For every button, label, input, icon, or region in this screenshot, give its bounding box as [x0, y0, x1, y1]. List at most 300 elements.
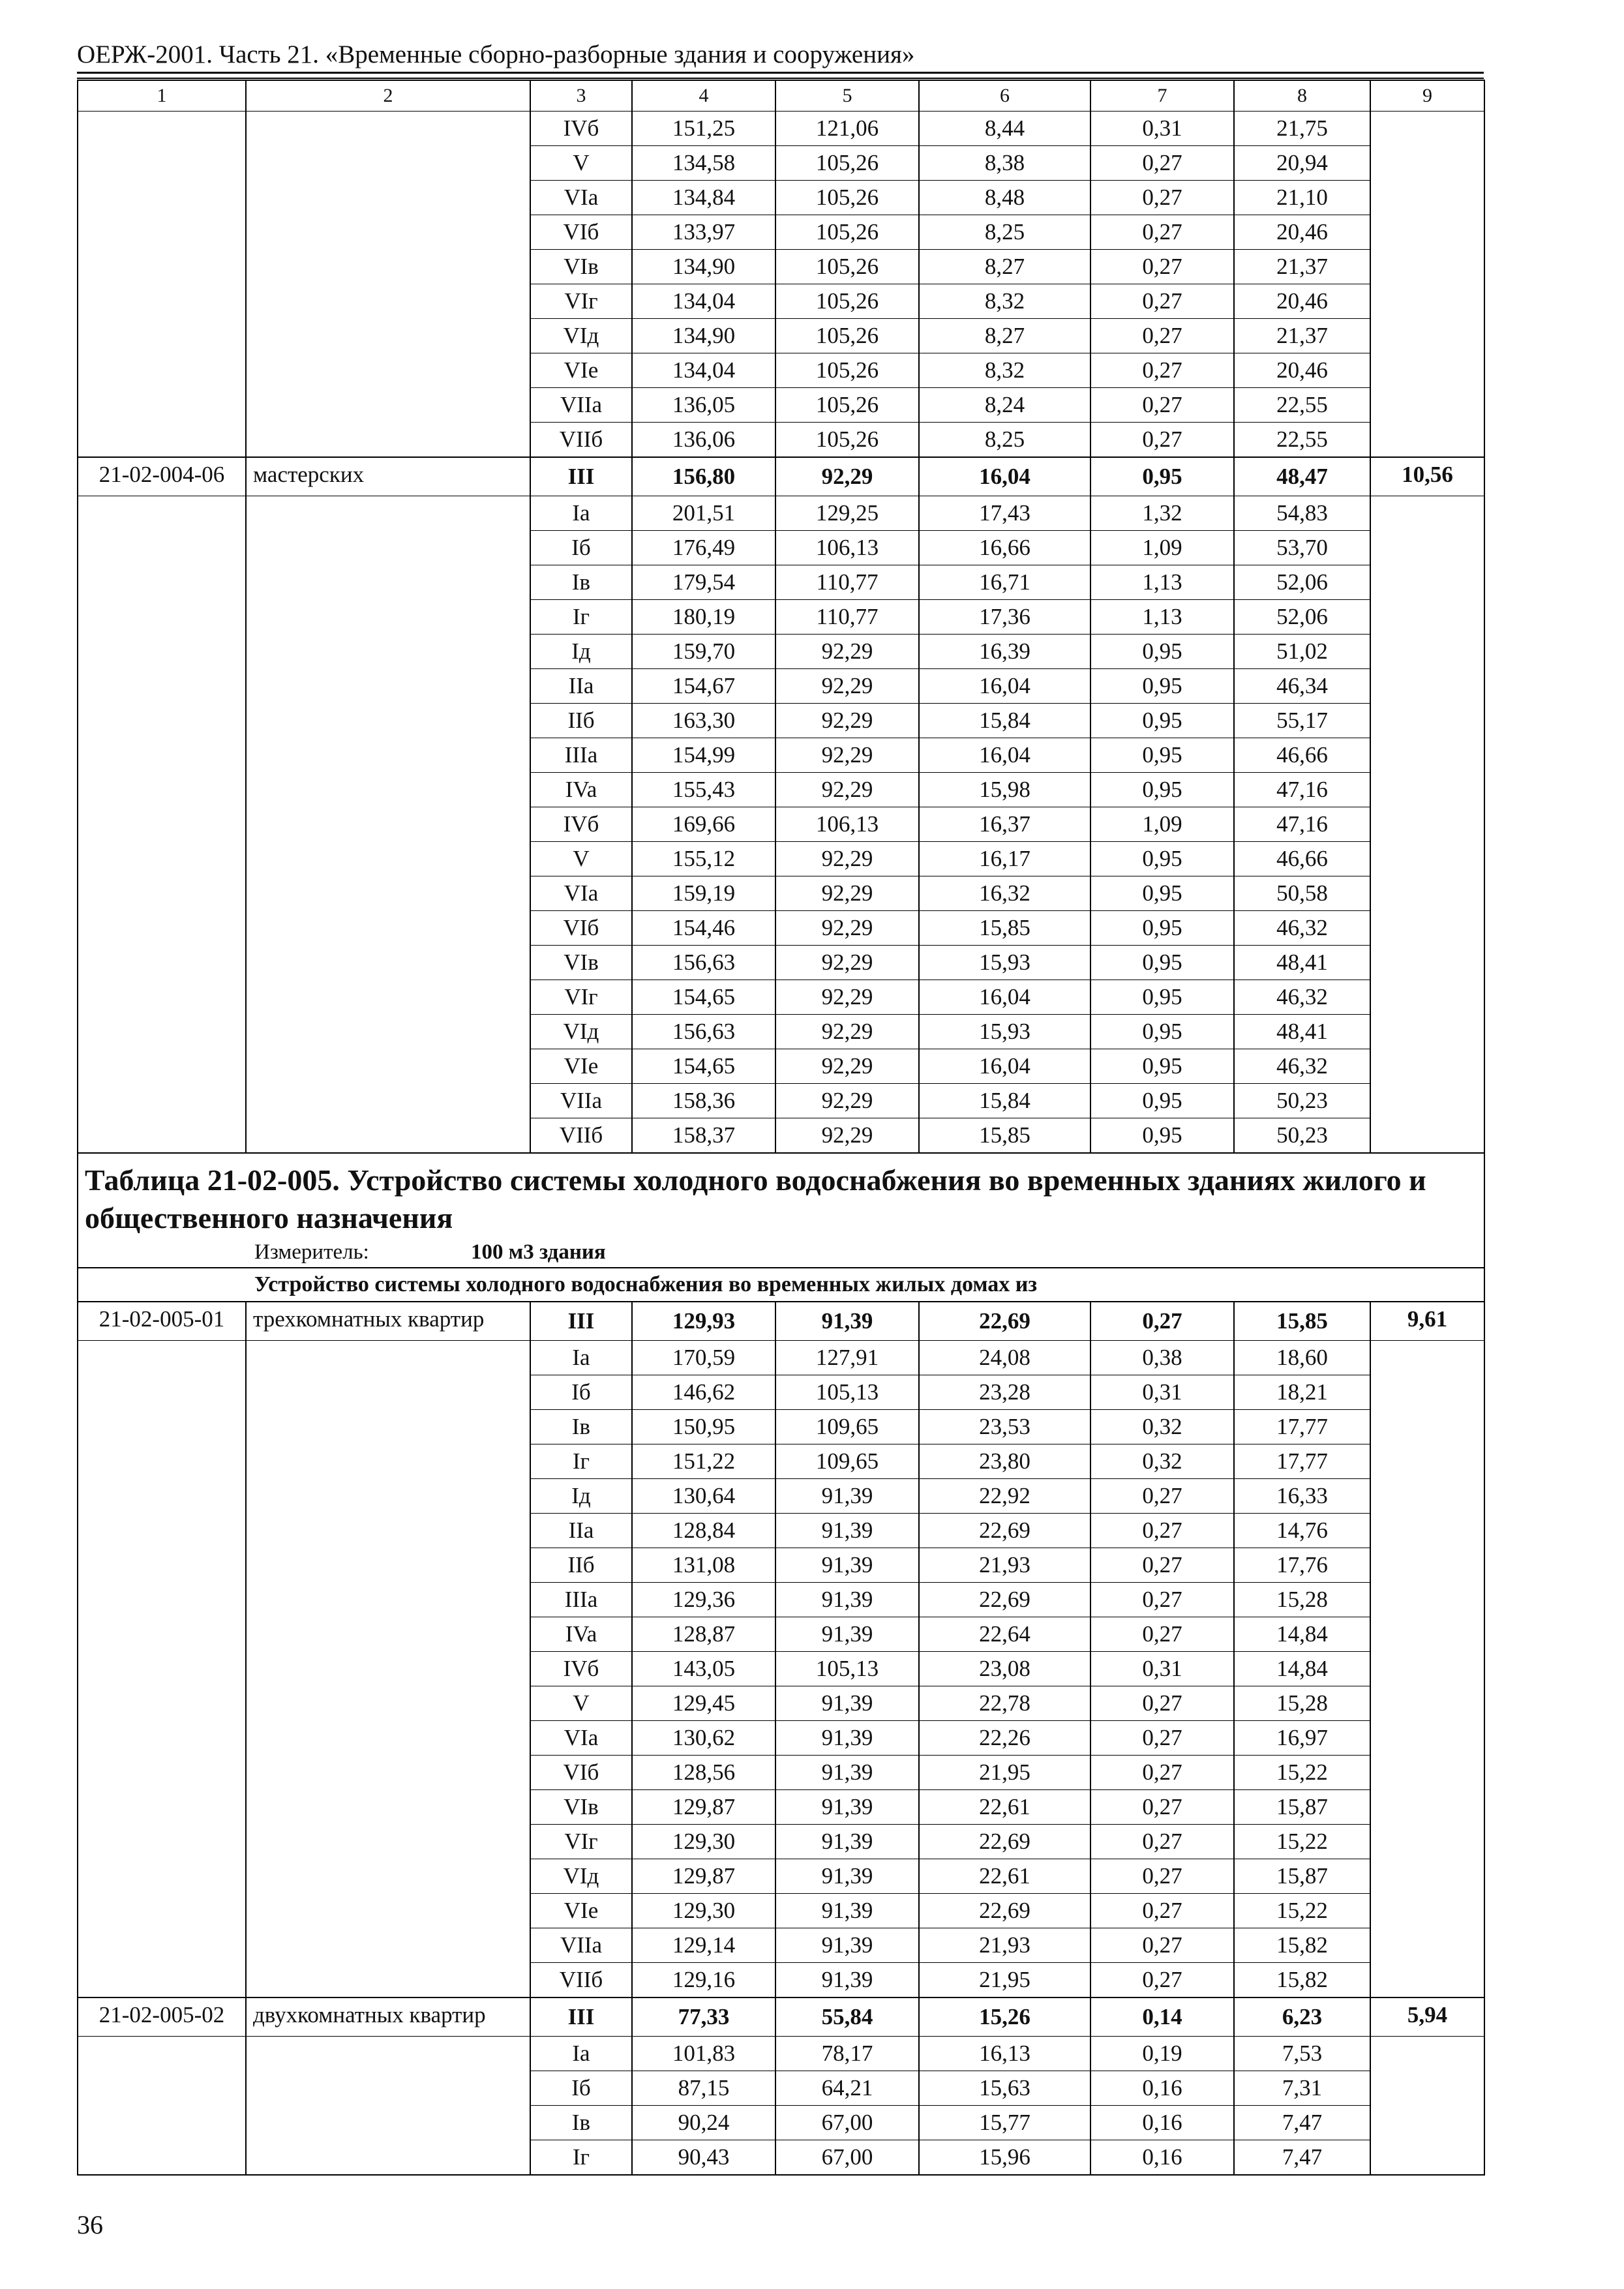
empty-code-cell	[78, 112, 246, 146]
empty-col9-cell	[1370, 146, 1484, 181]
empty-name-cell	[246, 250, 530, 284]
empty-name-cell	[246, 980, 530, 1015]
region-cell: VIв	[530, 250, 632, 284]
region-cell: Iг	[530, 1444, 632, 1479]
value-cell: 105,13	[775, 1375, 919, 1410]
value-cell: 21,75	[1234, 112, 1370, 146]
empty-code-cell	[78, 842, 246, 876]
value-cell: 15,85	[1234, 1302, 1370, 1341]
empty-code-cell	[78, 1686, 246, 1721]
empty-col9-cell	[1370, 1444, 1484, 1479]
value-cell: 22,55	[1234, 423, 1370, 458]
value-cell: 47,16	[1234, 807, 1370, 842]
empty-code-cell	[78, 738, 246, 773]
value-cell: 24,08	[919, 1341, 1090, 1375]
empty-col9-cell	[1370, 842, 1484, 876]
empty-code-cell	[78, 669, 246, 704]
empty-name-cell	[246, 1652, 530, 1686]
empty-name-cell	[246, 1859, 530, 1894]
value-cell: 151,25	[632, 112, 775, 146]
value-cell: 16,37	[919, 807, 1090, 842]
value-cell: 0,27	[1090, 1686, 1234, 1721]
region-cell: VIe	[530, 353, 632, 388]
value-cell: 128,87	[632, 1617, 775, 1652]
value-cell: 129,36	[632, 1583, 775, 1617]
value-cell: 78,17	[775, 2037, 919, 2071]
empty-code-cell	[78, 1118, 246, 1154]
value-cell: 16,04	[919, 669, 1090, 704]
empty-name-cell	[246, 669, 530, 704]
value-cell: 0,31	[1090, 1652, 1234, 1686]
group-head-row	[78, 1302, 1484, 1341]
empty-col9-cell	[1370, 1894, 1484, 1928]
value-cell: 15,85	[919, 1118, 1090, 1154]
empty-name-cell	[246, 1617, 530, 1652]
table-row	[78, 1928, 1484, 1963]
value-cell: 92,29	[775, 1015, 919, 1049]
empty-code-cell	[78, 423, 246, 458]
value-cell: 16,39	[919, 635, 1090, 669]
column-number: 3	[530, 80, 632, 112]
value-cell: 92,29	[775, 704, 919, 738]
rate-code: 21-02-004-06	[78, 457, 246, 496]
value-cell: 134,04	[632, 284, 775, 319]
table-row	[78, 876, 1484, 911]
empty-name-cell	[246, 1825, 530, 1859]
value-cell: 21,37	[1234, 319, 1370, 353]
value-cell: 20,94	[1234, 146, 1370, 181]
empty-code-cell	[78, 1617, 246, 1652]
region-cell: III	[530, 1997, 632, 2037]
table-row	[78, 946, 1484, 980]
empty-col9-cell	[1370, 1686, 1484, 1721]
value-cell: 15,77	[919, 2106, 1090, 2140]
value-cell: 50,23	[1234, 1118, 1370, 1154]
value-cell: 0,27	[1090, 1617, 1234, 1652]
value-cell: 15,84	[919, 704, 1090, 738]
value-cell: 1,09	[1090, 531, 1234, 565]
value-cell: 53,70	[1234, 531, 1370, 565]
table-row	[78, 1652, 1484, 1686]
value-cell: 7,47	[1234, 2106, 1370, 2140]
empty-col9-cell	[1370, 181, 1484, 215]
value-cell: 136,06	[632, 423, 775, 458]
value-cell: 91,39	[775, 1514, 919, 1548]
value-cell: 21,95	[919, 1756, 1090, 1790]
table-row	[78, 635, 1484, 669]
value-cell: 0,27	[1090, 1302, 1234, 1341]
value-cell: 16,04	[919, 457, 1090, 496]
region-cell: VIIa	[530, 388, 632, 423]
empty-name-cell	[246, 1444, 530, 1479]
region-cell: IVa	[530, 1617, 632, 1652]
value-cell: 8,27	[919, 250, 1090, 284]
value-cell: 0,27	[1090, 1583, 1234, 1617]
rate-name: трехкомнатных квартир	[246, 1302, 530, 1341]
empty-code-cell	[78, 319, 246, 353]
value-cell: 129,30	[632, 1825, 775, 1859]
value-cell: 92,29	[775, 946, 919, 980]
value-cell: 1,13	[1090, 565, 1234, 600]
empty-name-cell	[246, 1049, 530, 1084]
empty-name-cell	[246, 1583, 530, 1617]
value-cell: 92,29	[775, 738, 919, 773]
empty-col9-cell	[1370, 773, 1484, 807]
table-row	[78, 1825, 1484, 1859]
empty-col9-cell	[1370, 2071, 1484, 2106]
value-cell: 0,27	[1090, 250, 1234, 284]
value-cell: 22,61	[919, 1859, 1090, 1894]
value-cell: 22,69	[919, 1514, 1090, 1548]
region-cell: Ia	[530, 1341, 632, 1375]
empty-col9-cell	[1370, 250, 1484, 284]
value-cell: 0,27	[1090, 1859, 1234, 1894]
region-cell: IVб	[530, 1652, 632, 1686]
value-cell: 54,83	[1234, 496, 1370, 531]
value-cell: 91,39	[775, 1479, 919, 1514]
value-cell: 8,24	[919, 388, 1090, 423]
value-cell: 8,44	[919, 112, 1090, 146]
value-cell: 17,77	[1234, 1444, 1370, 1479]
empty-col9-cell	[1370, 1617, 1484, 1652]
empty-code-cell	[78, 2037, 246, 2071]
empty-name-cell	[246, 1479, 530, 1514]
value-cell: 134,90	[632, 250, 775, 284]
value-cell: 105,26	[775, 146, 919, 181]
region-cell: VIд	[530, 319, 632, 353]
value-cell: 15,82	[1234, 1963, 1370, 1998]
value-cell: 91,39	[775, 1928, 919, 1963]
table-row	[78, 738, 1484, 773]
value-cell: 8,48	[919, 181, 1090, 215]
empty-name-cell	[246, 284, 530, 319]
empty-name-cell	[246, 319, 530, 353]
value-cell: 134,84	[632, 181, 775, 215]
value-cell: 22,69	[919, 1825, 1090, 1859]
value-cell: 0,95	[1090, 946, 1234, 980]
value-cell: 23,80	[919, 1444, 1090, 1479]
region-cell: Iб	[530, 531, 632, 565]
value-cell: 67,00	[775, 2106, 919, 2140]
value-cell: 129,16	[632, 1963, 775, 1998]
value-cell: 91,39	[775, 1894, 919, 1928]
table-row	[78, 842, 1484, 876]
region-cell: VIe	[530, 1894, 632, 1928]
value-cell: 159,70	[632, 635, 775, 669]
table-row	[78, 1341, 1484, 1375]
table-row	[78, 980, 1484, 1015]
empty-code-cell	[78, 1548, 246, 1583]
value-cell: 129,30	[632, 1894, 775, 1928]
value-cell: 143,05	[632, 1652, 775, 1686]
rate-code: 21-02-005-02	[78, 1997, 246, 2037]
region-cell: IIб	[530, 1548, 632, 1583]
value-cell: 17,76	[1234, 1548, 1370, 1583]
empty-code-cell	[78, 215, 246, 250]
empty-col9-cell	[1370, 635, 1484, 669]
value-cell: 22,69	[919, 1302, 1090, 1341]
rate-name: двухкомнатных квартир	[246, 1997, 530, 2037]
empty-col9-cell	[1370, 531, 1484, 565]
value-cell: 121,06	[775, 112, 919, 146]
value-cell: 163,30	[632, 704, 775, 738]
empty-col9-cell	[1370, 1756, 1484, 1790]
value-cell: 91,39	[775, 1790, 919, 1825]
meter-label: Измеритель:	[254, 1240, 369, 1264]
value-cell: 6,23	[1234, 1997, 1370, 2037]
empty-col9-cell	[1370, 600, 1484, 635]
column-number-row	[78, 80, 1484, 112]
value-cell: 0,95	[1090, 911, 1234, 946]
value-cell: 134,90	[632, 319, 775, 353]
empty-code-cell	[78, 1790, 246, 1825]
region-cell: III	[530, 1302, 632, 1341]
value-cell: 91,39	[775, 1859, 919, 1894]
empty-name-cell	[246, 1375, 530, 1410]
value-cell: 5,94	[1370, 1997, 1484, 2037]
value-cell: 8,25	[919, 423, 1090, 458]
value-cell: 22,69	[919, 1894, 1090, 1928]
value-cell: 170,59	[632, 1341, 775, 1375]
value-cell: 0,16	[1090, 2140, 1234, 2176]
region-cell: VIe	[530, 1049, 632, 1084]
table-row	[78, 353, 1484, 388]
table-row	[78, 496, 1484, 531]
table-row	[78, 704, 1484, 738]
value-cell: 0,27	[1090, 388, 1234, 423]
value-cell: 0,27	[1090, 1825, 1234, 1859]
value-cell: 0,27	[1090, 1756, 1234, 1790]
empty-name-cell	[246, 1756, 530, 1790]
empty-code-cell	[78, 704, 246, 738]
table-row	[78, 1894, 1484, 1928]
value-cell: 16,66	[919, 531, 1090, 565]
empty-code-cell	[78, 531, 246, 565]
value-cell: 15,96	[919, 2140, 1090, 2176]
empty-name-cell	[246, 1721, 530, 1756]
value-cell: 52,06	[1234, 565, 1370, 600]
region-cell: VIIб	[530, 423, 632, 458]
table-row	[78, 773, 1484, 807]
empty-code-cell	[78, 2106, 246, 2140]
value-cell: 159,19	[632, 876, 775, 911]
empty-col9-cell	[1370, 946, 1484, 980]
empty-col9-cell	[1370, 284, 1484, 319]
empty-code-cell	[78, 1514, 246, 1548]
region-cell: VIв	[530, 946, 632, 980]
region-cell: Iв	[530, 1410, 632, 1444]
value-cell: 0,27	[1090, 1928, 1234, 1963]
value-cell: 0,14	[1090, 1997, 1234, 2037]
value-cell: 15,85	[919, 911, 1090, 946]
value-cell: 14,84	[1234, 1652, 1370, 1686]
value-cell: 129,45	[632, 1686, 775, 1721]
value-cell: 136,05	[632, 388, 775, 423]
empty-code-cell	[78, 2071, 246, 2106]
value-cell: 0,27	[1090, 1479, 1234, 1514]
value-cell: 15,82	[1234, 1928, 1370, 1963]
value-cell: 23,28	[919, 1375, 1090, 1410]
empty-col9-cell	[1370, 423, 1484, 458]
page-header: ОЕРЖ-2001. Часть 21. «Временные сборно-разборные здания и сооружения»	[77, 40, 915, 68]
table-row	[78, 807, 1484, 842]
empty-name-cell	[246, 600, 530, 635]
empty-name-cell	[246, 1686, 530, 1721]
region-cell: IVa	[530, 773, 632, 807]
value-cell: 91,39	[775, 1721, 919, 1756]
value-cell: 87,15	[632, 2071, 775, 2106]
value-cell: 0,95	[1090, 1118, 1234, 1154]
empty-name-cell	[246, 1963, 530, 1998]
value-cell: 0,27	[1090, 1548, 1234, 1583]
empty-col9-cell	[1370, 2106, 1484, 2140]
value-cell: 92,29	[775, 876, 919, 911]
value-cell: 22,55	[1234, 388, 1370, 423]
header-rule	[77, 72, 1484, 74]
column-number: 7	[1090, 80, 1234, 112]
empty-name-cell	[246, 423, 530, 458]
value-cell: 51,02	[1234, 635, 1370, 669]
empty-name-cell	[246, 1118, 530, 1154]
meter-value: 100 м3 здания	[471, 1240, 606, 1264]
value-cell: 15,22	[1234, 1825, 1370, 1859]
empty-col9-cell	[1370, 1084, 1484, 1118]
table-row	[78, 319, 1484, 353]
region-cell: IIa	[530, 1514, 632, 1548]
value-cell: 16,97	[1234, 1721, 1370, 1756]
region-cell: VIб	[530, 215, 632, 250]
value-cell: 105,26	[775, 319, 919, 353]
region-cell: Iб	[530, 1375, 632, 1410]
value-cell: 0,95	[1090, 669, 1234, 704]
empty-code-cell	[78, 2140, 246, 2176]
table-row	[78, 1721, 1484, 1756]
value-cell: 146,62	[632, 1375, 775, 1410]
column-number: 6	[919, 80, 1090, 112]
empty-name-cell	[246, 2037, 530, 2071]
column-number: 9	[1370, 80, 1484, 112]
table-row	[78, 388, 1484, 423]
value-cell: 91,39	[775, 1963, 919, 1998]
value-cell: 0,95	[1090, 1084, 1234, 1118]
value-cell: 47,16	[1234, 773, 1370, 807]
region-cell: VIa	[530, 1721, 632, 1756]
value-cell: 16,13	[919, 2037, 1090, 2071]
group-head-row	[78, 1997, 1484, 2037]
value-cell: 156,80	[632, 457, 775, 496]
value-cell: 21,95	[919, 1963, 1090, 1998]
value-cell: 14,76	[1234, 1514, 1370, 1548]
table-row	[78, 531, 1484, 565]
region-cell: VIв	[530, 1790, 632, 1825]
value-cell: 92,29	[775, 635, 919, 669]
value-cell: 16,71	[919, 565, 1090, 600]
table-row	[78, 284, 1484, 319]
empty-code-cell	[78, 1859, 246, 1894]
table-row	[78, 2140, 1484, 2176]
empty-col9-cell	[1370, 876, 1484, 911]
empty-name-cell	[246, 146, 530, 181]
table-row	[78, 215, 1484, 250]
value-cell: 8,32	[919, 353, 1090, 388]
value-cell: 48,47	[1234, 457, 1370, 496]
region-cell: V	[530, 146, 632, 181]
empty-col9-cell	[1370, 388, 1484, 423]
value-cell: 158,36	[632, 1084, 775, 1118]
region-cell: III	[530, 457, 632, 496]
value-cell: 129,87	[632, 1790, 775, 1825]
empty-code-cell	[78, 1479, 246, 1514]
value-cell: 17,77	[1234, 1410, 1370, 1444]
value-cell: 130,64	[632, 1479, 775, 1514]
value-cell: 15,28	[1234, 1583, 1370, 1617]
value-cell: 105,13	[775, 1652, 919, 1686]
value-cell: 91,39	[775, 1686, 919, 1721]
region-cell: Iв	[530, 565, 632, 600]
empty-name-cell	[246, 496, 530, 531]
value-cell: 180,19	[632, 600, 775, 635]
value-cell: 105,26	[775, 353, 919, 388]
region-cell: Iд	[530, 1479, 632, 1514]
value-cell: 1,32	[1090, 496, 1234, 531]
value-cell: 92,29	[775, 1118, 919, 1154]
value-cell: 21,37	[1234, 250, 1370, 284]
value-cell: 15,26	[919, 1997, 1090, 2037]
region-cell: Ia	[530, 496, 632, 531]
value-cell: 16,04	[919, 738, 1090, 773]
value-cell: 176,49	[632, 531, 775, 565]
table-row	[78, 1375, 1484, 1410]
empty-code-cell	[78, 876, 246, 911]
value-cell: 109,65	[775, 1444, 919, 1479]
value-cell: 91,39	[775, 1756, 919, 1790]
value-cell: 15,87	[1234, 1859, 1370, 1894]
table-row	[78, 146, 1484, 181]
table-row	[78, 911, 1484, 946]
value-cell: 110,77	[775, 600, 919, 635]
region-cell: V	[530, 1686, 632, 1721]
empty-col9-cell	[1370, 1341, 1484, 1375]
value-cell: 50,58	[1234, 876, 1370, 911]
table-row	[78, 1617, 1484, 1652]
empty-col9-cell	[1370, 353, 1484, 388]
value-cell: 17,43	[919, 496, 1090, 531]
region-cell: IIIa	[530, 1583, 632, 1617]
empty-col9-cell	[1370, 911, 1484, 946]
value-cell: 9,61	[1370, 1302, 1484, 1341]
empty-code-cell	[78, 146, 246, 181]
empty-name-cell	[246, 112, 530, 146]
region-cell: VIIa	[530, 1084, 632, 1118]
table-row	[78, 600, 1484, 635]
rate-code: 21-02-005-01	[78, 1302, 246, 1341]
value-cell: 17,36	[919, 600, 1090, 635]
empty-code-cell	[78, 1375, 246, 1410]
empty-col9-cell	[1370, 1410, 1484, 1444]
value-cell: 105,26	[775, 181, 919, 215]
table-row	[78, 2071, 1484, 2106]
region-cell: IIIa	[530, 738, 632, 773]
empty-name-cell	[246, 1894, 530, 1928]
empty-col9-cell	[1370, 1375, 1484, 1410]
value-cell: 15,63	[919, 2071, 1090, 2106]
value-cell: 48,41	[1234, 946, 1370, 980]
value-cell: 128,84	[632, 1514, 775, 1548]
group-head-row	[78, 457, 1484, 496]
region-cell: Iг	[530, 600, 632, 635]
value-cell: 92,29	[775, 1084, 919, 1118]
empty-name-cell	[246, 1928, 530, 1963]
